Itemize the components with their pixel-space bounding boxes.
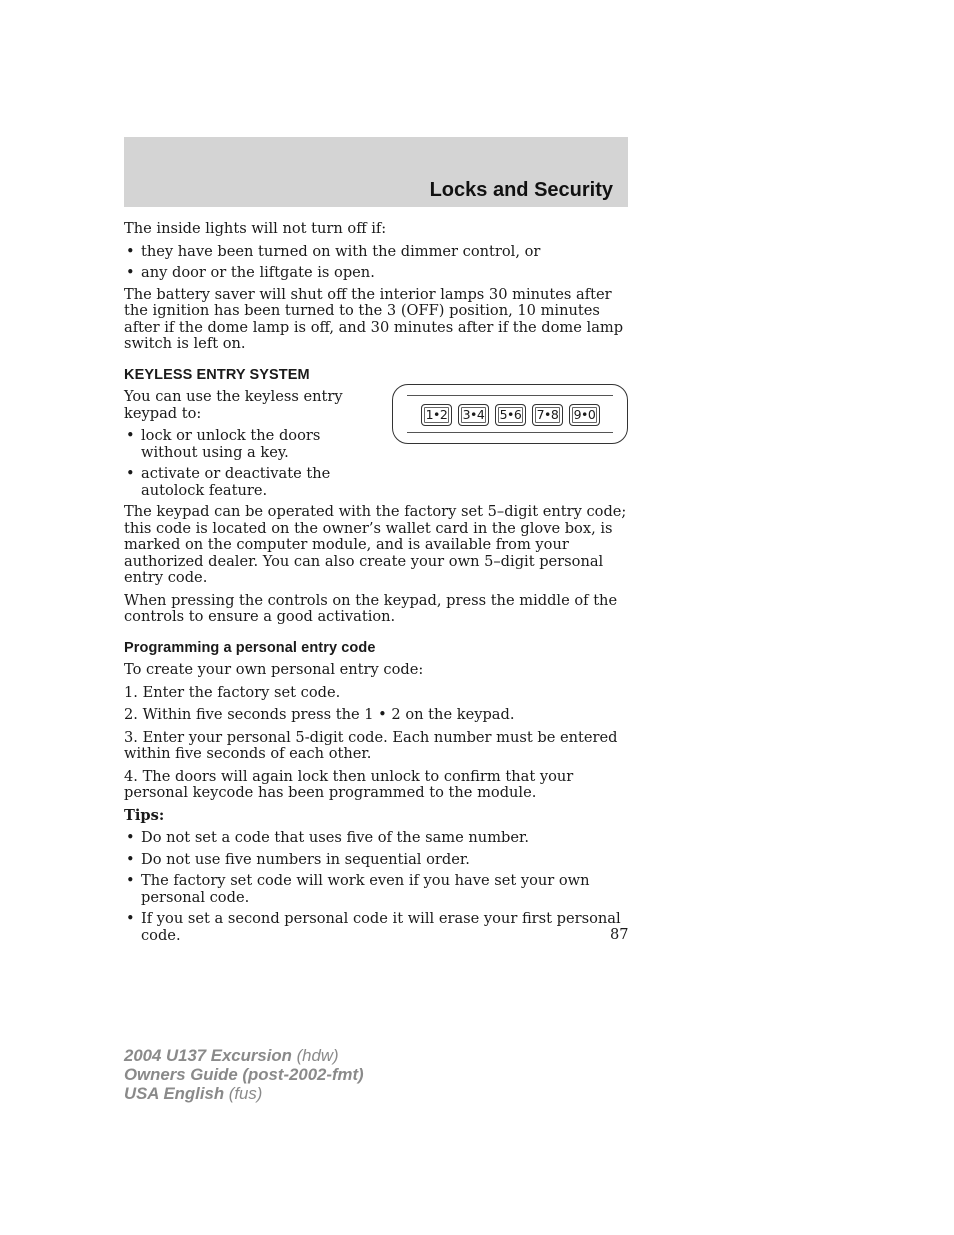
tips-list xyxy=(124,830,628,944)
section-title: Locks and Security xyxy=(429,179,613,201)
keypad-bottom-rule xyxy=(407,432,613,433)
page-number: 87 xyxy=(610,926,629,943)
keypad-key-7-8: 7•8 xyxy=(532,404,563,426)
keyless-entry-heading: KEYLESS ENTRY SYSTEM xyxy=(124,366,310,383)
keypad-top-rule xyxy=(407,395,613,396)
list-item: • Do not use five numbers in sequential order. xyxy=(124,852,628,869)
list-item: • they have been turned on with the dimmer control, or xyxy=(124,244,628,261)
footer-language: USA English xyxy=(124,1084,225,1103)
list-item: • activate or deactivate the autolock feature. xyxy=(124,466,374,499)
intro-lead: The inside lights will not turn off if: xyxy=(124,220,387,237)
list-item: • any door or the liftgate is open. xyxy=(124,265,628,282)
keypad-buttons xyxy=(421,404,600,426)
programming-step: 2. Within five seconds press the 1 • 2 on the keypad. xyxy=(124,706,515,723)
list-item: • If you set a second personal code it will erase your first personal code. xyxy=(124,911,628,944)
keypad-key-3-4: 3•4 xyxy=(458,404,489,426)
programming-step: 1. Enter the factory set code. xyxy=(124,683,341,701)
tips-label: Tips: xyxy=(124,806,165,824)
keyless-bullet-list xyxy=(124,428,374,499)
list-item: • Do not set a code that uses five of the same number. xyxy=(124,830,628,847)
battery-saver-paragraph: The battery saver will shut off the interior lamps 30 minutes after the ignition has been turned to the 3 (OFF) position, 10 minutes after if the dome lamp is off, and 30 minutes after if the dome lamp switch is left on. xyxy=(124,285,624,352)
programming-step: 3. Enter your personal 5-digit code. Each number must be entered within five seconds of each other. xyxy=(124,728,618,762)
keypad-press-paragraph: When pressing the controls on the keypad, press the middle of the controls to ensure a good activation. xyxy=(124,591,618,625)
keypad-key-1-2: 1•2 xyxy=(421,404,452,426)
keypad-factory-code-paragraph: The keypad can be operated with the factory set 5–digit entry code; this code is located on the owner’s wallet card in the glove box, is marked on the computer module, and is available from your authorized dealer. You can also create your own 5–digit personal entry code. xyxy=(124,503,627,586)
footer-language-code: (fus) xyxy=(228,1084,263,1103)
keyless-entry-block xyxy=(124,389,628,499)
programming-heading: Programming a personal entry code xyxy=(124,639,376,656)
keypad-illustration xyxy=(392,384,628,444)
keypad-key-9-0: 9•0 xyxy=(569,404,600,426)
footer-model: 2004 U137 Excursion xyxy=(124,1046,292,1065)
section-header-band xyxy=(124,137,628,207)
document-footer xyxy=(124,1046,364,1103)
programming-step: 4. The doors will again lock then unlock to confirm that your personal keycode has been programmed to the module. xyxy=(124,767,574,801)
footer-model-code: (hdw) xyxy=(296,1046,339,1065)
list-item: • The factory set code will work even if you have set your own personal code. xyxy=(124,873,628,906)
keyless-lead: You can use the keyless entry keypad to: xyxy=(124,388,343,422)
list-item: • lock or unlock the doors without using a key. xyxy=(124,428,374,461)
intro-bullet-list xyxy=(124,244,628,282)
keypad-key-5-6: 5•6 xyxy=(495,404,526,426)
footer-guide: Owners Guide (post-2002-fmt) xyxy=(124,1065,364,1084)
programming-lead: To create your own personal entry code: xyxy=(124,661,424,678)
page-content xyxy=(124,221,628,949)
